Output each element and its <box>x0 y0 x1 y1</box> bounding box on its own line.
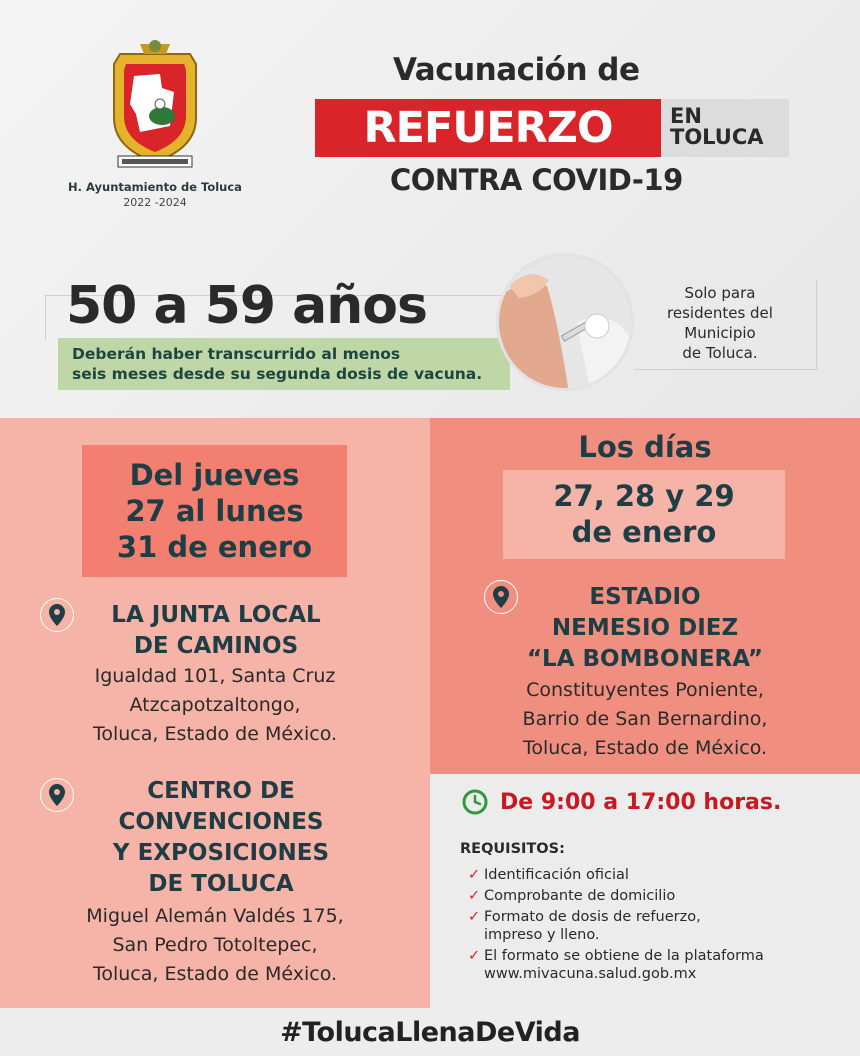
venue3-address <box>465 676 825 763</box>
venue1-name-line2: DE CAMINOS <box>133 633 299 659</box>
location-pin-icon <box>40 778 74 812</box>
right-date-box <box>503 470 785 559</box>
hours-text: De 9:00 a 17:00 horas. <box>500 789 782 815</box>
residents-line4: de Toluca. <box>682 344 758 362</box>
venue3-addr-line3: Toluca, Estado de México. <box>522 737 768 759</box>
venue2-addr-line3: Toluca, Estado de México. <box>92 963 338 985</box>
requirement-line2: impreso y lleno. <box>484 927 600 943</box>
venue2-name-line4: DE TOLUCA <box>148 871 294 897</box>
venue3-name-line3: “LA BOMBONERA” <box>526 646 764 672</box>
check-icon: ✓ <box>468 909 481 925</box>
venue1-name-line1: LA JUNTA LOCAL <box>111 602 321 628</box>
title-line1: Vacunación de <box>393 52 640 88</box>
age-note-line2: seis meses desde su segunda dosis de vacuna. <box>72 365 483 383</box>
residents-note <box>640 283 800 363</box>
venue2-name-line3: Y EXPOSICIONES <box>112 840 330 866</box>
age-range: 50 a 59 años <box>66 276 427 336</box>
title-highlight: REFUERZO <box>315 99 661 157</box>
requirement-item <box>468 908 848 944</box>
check-icon: ✓ <box>468 888 481 904</box>
location-pin-icon <box>40 598 74 632</box>
title-en-toluca <box>661 99 789 157</box>
title-en: EN <box>670 104 702 128</box>
left-date-line1: Del jueves <box>129 458 300 492</box>
clock-icon <box>462 789 488 815</box>
venue1-addr-line1: Igualdad 101, Santa Cruz <box>94 665 336 687</box>
venue3-addr-line1: Constituyentes Poniente, <box>526 679 764 701</box>
title-toluca: TOLUCA <box>670 125 764 149</box>
requirement-item <box>468 887 848 905</box>
residents-line3: Municipio <box>684 324 756 342</box>
requirement-line1: El formato se obtiene de la plataforma <box>484 948 764 964</box>
requirement-line1: Identificación oficial <box>484 867 629 883</box>
residents-line1: Solo para <box>684 284 756 302</box>
left-date-line3: 31 de enero <box>116 530 313 564</box>
requirements-title: REQUISITOS: <box>460 841 565 857</box>
venue2-name-line2: CONVENCIONES <box>118 809 324 835</box>
hours <box>462 789 781 815</box>
org-name: H. Ayuntamiento de Toluca <box>68 180 242 194</box>
vaccination-illustration-icon <box>499 256 634 391</box>
requirement-item <box>468 947 848 983</box>
venue1-addr-line2: Atzcapotzaltongo, <box>129 694 301 716</box>
requirement-line1: Formato de dosis de refuerzo, <box>484 909 701 925</box>
venue2-address <box>30 902 400 989</box>
venue3-name <box>500 582 790 675</box>
title-line3: CONTRA COVID-19 <box>390 163 683 197</box>
left-date-box <box>82 445 347 577</box>
check-icon: ✓ <box>468 948 481 964</box>
venue1-name <box>76 600 356 662</box>
vaccination-photo <box>496 253 634 391</box>
check-icon: ✓ <box>468 867 481 883</box>
age-note-line1: Deberán haber transcurrido al menos <box>72 345 401 363</box>
logo-block <box>60 40 250 215</box>
venue3-name-line2: NEMESIO DIEZ <box>551 615 739 641</box>
venue2-name <box>76 776 366 900</box>
venue1-address <box>30 662 400 749</box>
requirement-item <box>468 866 848 884</box>
requirement-line2: www.mivacuna.salud.gob.mx <box>484 966 697 982</box>
org-years: 2022 -2024 <box>123 196 187 209</box>
requirements-list <box>468 866 848 986</box>
right-date-line2: de enero <box>571 515 717 549</box>
age-note <box>58 338 510 390</box>
left-date-line2: 27 al lunes <box>125 494 304 528</box>
residents-line2: residentes del <box>667 304 773 322</box>
venue2-addr-line1: Miguel Alemán Valdés 175, <box>86 905 344 927</box>
right-days-label: Los días <box>578 430 712 464</box>
footer-hashtag: #TolucaLlenaDeVida <box>0 1008 860 1056</box>
requirement-line1: Comprobante de domicilio <box>484 888 676 904</box>
toluca-coat-of-arms-icon <box>100 40 210 172</box>
venue2-name-line1: CENTRO DE <box>147 778 295 804</box>
venue2-addr-line2: San Pedro Totoltepec, <box>112 934 318 956</box>
venue3-addr-line2: Barrio de San Bernardino, <box>522 708 768 730</box>
venue1-addr-line3: Toluca, Estado de México. <box>92 723 338 745</box>
venue3-name-line1: ESTADIO <box>589 584 701 610</box>
right-date-line1: 27, 28 y 29 <box>553 479 735 513</box>
